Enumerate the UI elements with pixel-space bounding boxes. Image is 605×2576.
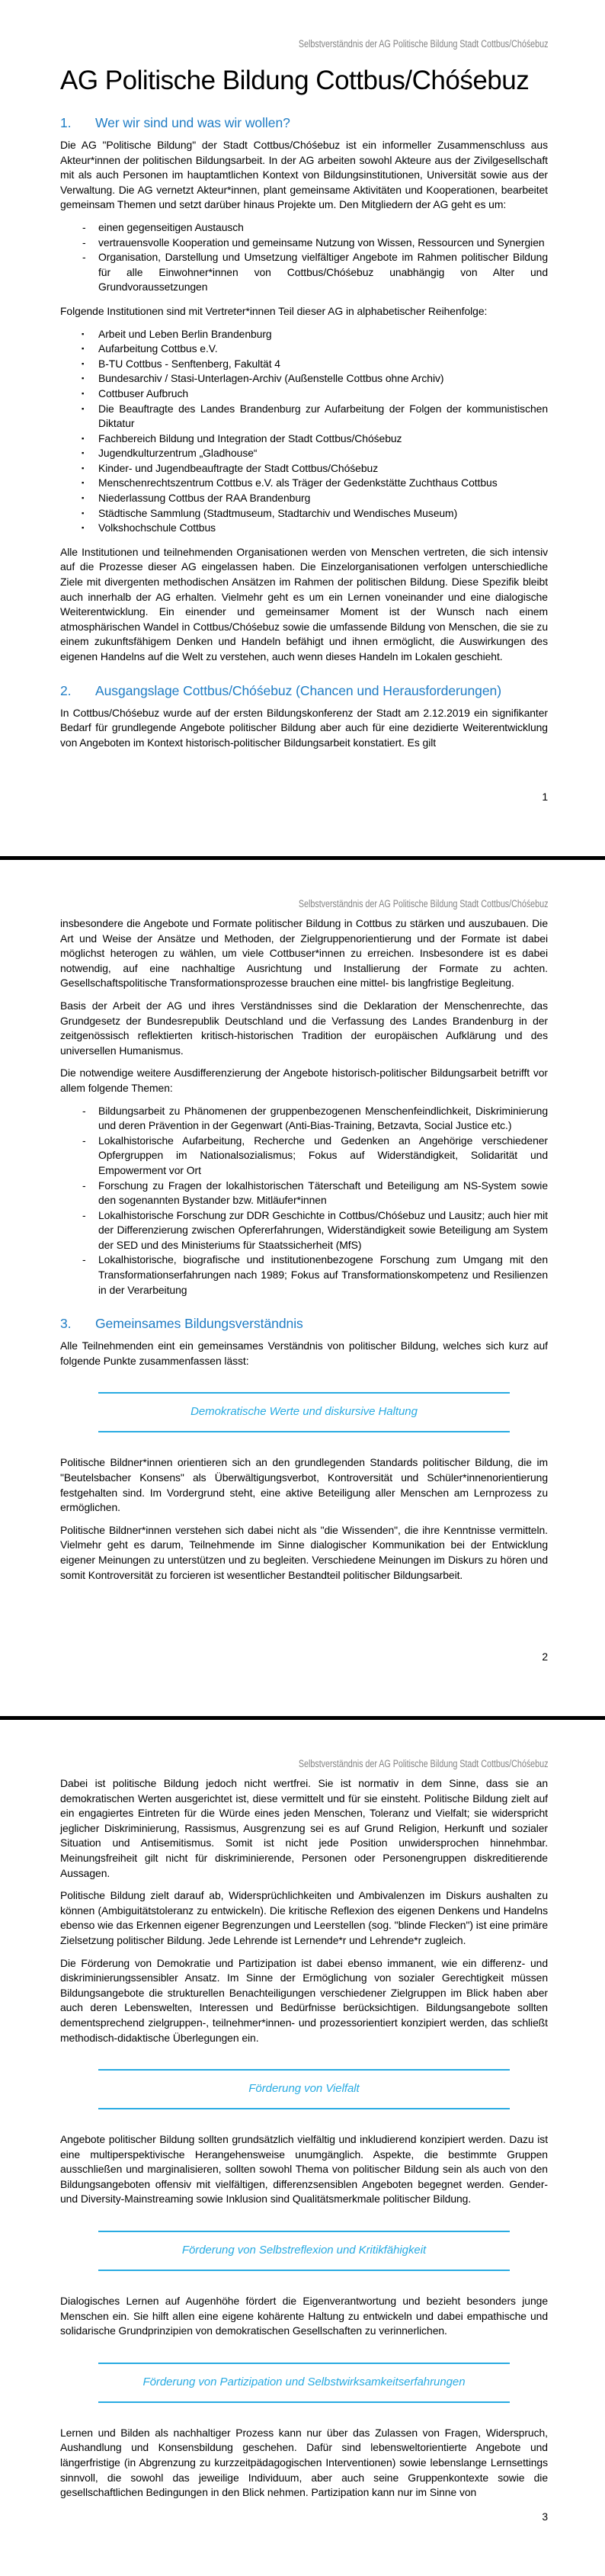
callout-box (98, 2363, 510, 2403)
list-item (60, 371, 548, 387)
paragraph: Dialogisches Lernen auf Augenhöhe fördert die Eigenverantwortung und bezieht besonders junge Menschen ein. Sie hilft allen eine eigene kohärente Haltung zu entwickeln und dabei empathische und solidarische Grundprinzipien von demokratischen Gesellschaften zu verinnerlichen. (60, 2295, 548, 2337)
list-item (60, 431, 548, 447)
bullet-icon: - (82, 1104, 86, 1117)
list-item (60, 1104, 548, 1134)
paragraph: Dabei ist politische Bildung jedoch nicht wertfrei. Sie ist normativ in dem Sinne, dass sie an demokratischen Werten ausgerichtet ist, diese vermittelt und für sie einsteht. Politische Bildung zielt auf ein engagiertes Eintreten für die Würde eines jeden Menschen, Toleranz und Vielfalt; sie widerspricht jeglicher Diskriminierung, Rassismus, Ausgrenzung sei es auf Grund Religion, Herkunft und sozialer Situation und Antisemitismus. Somit ist nicht jede Position unwidersprochen hinnehmbar. Meinungsfreiheit gilt nicht für diskriminierende, Personen oder Personengruppen diskreditierende Aussagen. (60, 1777, 548, 1879)
page-1 (0, 0, 605, 856)
list-item-text: Forschung zu Fragen der lokalhistorischen Täterschaft und Beteiligung am NS-System sowie den sogenannten Bystander bzw. Mitläufer*innen (98, 1179, 548, 1207)
paragraph: Politische Bildung zielt darauf ab, Widersprüchlichkeiten und Ambivalenzen im Diskurs aushalten zu können (Ambiguitätstoleranz zu entwickeln). Die kritische Reflexion des eigenen Denkens und Handelns ebenso wie das Erkennen eigener Begrenzungen und Leerstellen (sog. "blinde Flecken") ist eine primäre Zielsetzung politischer Bildung. Jede Lehrende ist Lernende*r und Lehrende*r zugleich. (60, 1889, 548, 1946)
page-number: 2 (542, 1651, 548, 1663)
paragraph: Die notwendige weitere Ausdifferenzierung der Angebote historisch-politischer Bildungsarbeit betrifft vor allem folgende Themen: (60, 1067, 548, 1094)
list-item-text: Bundesarchiv / Stasi-Unterlagen-Archiv (Außenstelle Cottbus ohne Archiv) (98, 372, 444, 385)
paragraph: Basis der Arbeit der AG und ihres Verständnisses sind die Deklaration der Menschenrechte, das Grundgesetz der Bundesrepublik Deutschland und die Verfassung des Landes Brandenburg in der zeitgenössisch reflektierten kritisch-historischen Tradition der europäischen Aufklärung und des universellen Humanismus. (60, 999, 548, 1057)
section-heading (60, 1315, 548, 1332)
section-number: 2. (60, 682, 72, 698)
section-number: 1. (60, 115, 72, 130)
bullet-icon: ▪ (82, 374, 85, 383)
list-item (60, 506, 548, 521)
paragraph: Alle Teilnehmenden eint ein gemeinsames Verständnis von politischer Bildung, welches sich kurz auf folgende Punkte zusammenfassen lässt: (60, 1339, 548, 1367)
running-header-text: Selbstverständnis der AG Politische Bildung Stadt Cottbus/Chóśebuz (298, 898, 548, 909)
list-item-text: Organisation, Darstellung und Umsetzung vielfältiger Angebote im Rahmen politischer Bildung für alle Einwohner*innen von Cottbus/Chóśebuz unabhängig von Alter und Grundvoraussetzungen (98, 251, 548, 294)
section-heading (60, 114, 548, 131)
callout-text: Demokratische Werte und diskursive Haltung (190, 1405, 418, 1419)
list-item (60, 521, 548, 536)
paragraph: Politische Bildner*innen verstehen sich dabei nicht als "die Wissenden", die ihre Kenntnisse vermitteln. Vielmehr geht es darum, Teilnehmende im Sinne dialogischer Kommunikation bei der Entwicklung eigener Meinungen zu unterstützen und zu begleiten. Verschiedene Meinungen im Diskurs zu hören und somit Kontroversität zu forcieren ist wesentlicher Bestandteil politischer Bildungsarbeit. (60, 1523, 548, 1581)
bullet-icon: ▪ (82, 345, 85, 354)
callout-text: Förderung von Vielfalt (248, 2082, 360, 2096)
page-number: 1 (542, 791, 548, 803)
document-title: AG Politische Bildung Cottbus/Chóśebuz (60, 66, 530, 95)
list-item (60, 461, 548, 476)
list-item (60, 357, 548, 372)
list-item-text: Jugendkulturzentrum „Gladhouse“ (98, 447, 258, 460)
list-item-text: Fachbereich Bildung und Integration der Stadt Cottbus/Chóśebuz (98, 431, 402, 444)
list-item (60, 476, 548, 491)
list-item (60, 1253, 548, 1298)
list-item-text: Menschenrechtszentrum Cottbus e.V. als Träger der Gedenkstätte Zuchthaus Cottbus (98, 476, 498, 489)
page-2 (0, 860, 605, 1716)
paragraph: Folgende Institutionen sind mit Vertreter*innen Teil dieser AG in alphabetischer Reihenfolge: (60, 304, 488, 317)
bullet-icon: ▪ (82, 359, 85, 368)
list-item (60, 220, 548, 236)
bullet-icon: - (82, 236, 86, 249)
bullet-icon: ▪ (82, 524, 85, 533)
bullet-icon: ▪ (82, 404, 85, 413)
paragraph: Lernen und Bilden als nachhaltiger Prozess kann nur über das Zulassen von Fragen, Widerspruch, Aushandlung und Konsensbildung geschehen. Dafür sind lebensweltorientierte Angebote und längerfristige (in Abgrenzung zu kurzzeitpädagogischen Interventionen) sowie lebenslange Lernsettings sinnvoll, die sowohl das jeweilige Individuum, aber auch seine Gruppenkontexte sowie die gesellschaftlichen Bedingungen in den Blick nehmen. Partizipation kann nur im Sinne von (60, 2426, 548, 2499)
bullet-icon: ▪ (82, 494, 85, 503)
list-item (60, 342, 548, 357)
list-item-text: Aufarbeitung Cottbus e.V. (98, 342, 218, 355)
bullet-icon: - (82, 251, 86, 264)
section-heading-text: Gemeinsames Bildungsverständnis (95, 1316, 303, 1332)
list-item-text: B-TU Cottbus - Senftenberg, Fakultät 4 (98, 357, 280, 370)
page-3 (0, 1720, 605, 2576)
bullet-icon: ▪ (82, 508, 85, 518)
callout-text: Förderung von Selbstreflexion und Kritikfähigkeit (181, 2244, 427, 2257)
list-item (60, 1179, 548, 1208)
callout-box (98, 1392, 510, 1432)
bullet-icon: - (82, 1253, 86, 1266)
list-item (60, 402, 548, 431)
section-heading-text: Wer wir sind und was wir wollen? (95, 115, 290, 130)
list-item-text: Lokalhistorische, biografische und institutionenbezogene Forschung zum Umgang mit den Transformationserfahrungen nach 1989; Fokus auf Transformationskompetenz und Resilienzen in der Verarbeitung (98, 1253, 548, 1296)
paragraph: Alle Institutionen und teilnehmenden Organisationen werden von Menschen vertreten, die sich intensiv auf die Prozesse dieser AG eingelassen haben. Die Einzelorganisationen verfolgen unterschiedliche Ziele mit divergenten methodischen Ansätzen im Rahmen der politischen Bildung. Diese Spezifik bleibt auch innerhalb der AG erhalten. Vielmehr geht es um ein Lernen voneinander und eine dialogische Weiterentwicklung. Ein einender und gemeinsamer Moment ist der Wunsch nach einem atmosphärischen Wandel in Cottbus/Chóśebuz sowie die umfassende Bildung von Menschen, die sie zu einem zukunftsfähigem Denken und Handeln befähigt und ihnen ermöglicht, die Auswirkungen des eigenen Handelns auf die Welt zu verstehen, auch wenn dieses Handeln im Lokalen geschieht. (60, 545, 548, 662)
list-item-text: Volkshochschule Cottbus (98, 521, 216, 534)
list-item (60, 387, 548, 402)
bullet-icon: ▪ (82, 464, 85, 473)
bullet-icon: ▪ (82, 449, 85, 458)
page-number: 3 (542, 2510, 548, 2523)
callout-text: Förderung von Partizipation und Selbstwirksamkeitserfahrungen (142, 2375, 466, 2388)
running-header-text: Selbstverständnis der AG Politische Bildung Stadt Cottbus/Chóśebuz (298, 38, 548, 50)
paragraph: insbesondere die Angebote und Formate politischer Bildung in Cottbus zu stärken und auszubauen. Die Art und Weise der Ansätze und Methoden, der Zielgruppenorientierung und der Formate ist dabei möglichst heterogen zu wählen, um viele Cottbuser*innen zu erreichen. Insbesondere ist es dabei notwendig, auf eine nachhaltige Ausrichtung und Installierung der Formate zu achten. Gesellschaftspolitische Transformationsprozesse brauchen eine mittel- bis langfristige Begleitung. (60, 917, 548, 990)
callout-box (98, 2069, 510, 2109)
list-item (60, 327, 548, 342)
paragraph: Angebote politischer Bildung sollten grundsätzlich vielfältig und inkludierend konzipiert werden. Dazu ist eine multiperspektivische Herangehensweise unumgänglich. Aspekte, die bestimmte Gruppen ausschließen und marginalisieren, sollten sowohl Thema von politischer Bildung sein als auch von den Bildungsangeboten offensiv mit vielfältigen, differenzsensiblen Angeboten begegnet werden. Gender- und Diversity-Mainstreaming sowie Inklusion sind Qualitätsmerkmale politischer Bildung. (60, 2133, 548, 2205)
bullet-icon: - (82, 1208, 86, 1221)
bullet-icon: - (82, 220, 86, 233)
list-item-text: Niederlassung Cottbus der RAA Brandenburg (98, 492, 311, 505)
list-item (60, 491, 548, 506)
list-item-text: einen gegenseitigen Austausch (98, 220, 244, 233)
bullet-icon: ▪ (82, 479, 85, 488)
running-header (60, 1756, 548, 1769)
list-item-text: Cottbuser Aufbruch (98, 387, 189, 399)
section-heading-text: Ausgangslage Cottbus/Chóśebuz (Chancen und Herausforderungen) (95, 682, 501, 698)
list-item (60, 446, 548, 461)
bullet-icon: - (82, 1179, 86, 1192)
list-item-text: Bildungsarbeit zu Phänomenen der gruppenbezogenen Menschenfeindlichkeit, Diskriminierung und deren Prävention in der Gegenwart (Anti-Bias-Training, Betzavta, Social Justice etc.) (98, 1104, 548, 1132)
list-item-text: Arbeit und Leben Berlin Brandenburg (98, 327, 272, 340)
bullet-icon: ▪ (82, 329, 85, 338)
bullet-icon: ▪ (82, 389, 85, 398)
list-item (60, 1208, 548, 1253)
paragraph: Die Förderung von Demokratie und Partizipation ist dabei ebenso immanent, wie ein differenz- und diskriminierungssensibler Ansatz. Im Sinne der Ermöglichung von sozialer Gerechtigkeit müssen Bildungsangebote die strukturellen Benachteiligungen verschiedener Zielgruppen im Blick haben aber auch deren Lebenswelten, Interessen und Bedürfnisse berücksichtigen. Bildungsangebote sollten dementsprechend zielgruppen-, teilnehmer*innen- und prozessorientiert konzipiert werden, das schließt methodisch-didaktische Überlegungen ein. (60, 1956, 548, 2044)
paragraph: In Cottbus/Chóśebuz wurde auf der ersten Bildungskonferenz der Stadt am 2.12.2019 ein signifikanter Bedarf für grundlegende Angebote politischer Bildung aber auch für eine dezidierte Weiterentwicklung von Angeboten im Kontext historisch-politischer Bildungsarbeit konstatiert. Es gilt (60, 706, 548, 749)
section-heading (60, 682, 548, 699)
bullet-icon: - (82, 1134, 86, 1147)
bullet-list (60, 327, 548, 536)
callout-box (98, 2231, 510, 2271)
running-header-text: Selbstverständnis der AG Politische Bildung Stadt Cottbus/Chóśebuz (298, 1758, 548, 1769)
list-item (60, 250, 548, 295)
list-item (60, 1134, 548, 1179)
bullet-list (60, 1104, 548, 1298)
list-item-text: Lokalhistorische Aufarbeitung, Recherche und Gedenken an Angehörige verschiedener Opfergruppen im Nationalsozialismus; Fokus auf Widerständigkeit, Solidarität und Empowerment vor Ort (98, 1134, 548, 1176)
paragraph: Die AG "Politische Bildung" der Stadt Cottbus/Chóśebuz ist ein informeller Zusammenschluss aus Akteur*innen der politischen Bildungsarbeit. In der AG arbeiten sowohl Akteure aus der Zivilgesellschaft mit als auch Personen im hauptamtlichen Kontext von Bildungsinstitutionen, Universität sowie aus der Verwaltung. Die AG vernetzt Akteur*innen, plant gemeinsame Aktivitäten und Kooperationen, bearbeitet gemeinsam Themen und setzt darüber hinaus Projekte um. Den Mitgliedern der AG geht es um: (60, 139, 548, 211)
running-header (60, 897, 548, 909)
list-item-text: vertrauensvolle Kooperation und gemeinsame Nutzung von Wissen, Ressourcen und Synergien (98, 236, 545, 249)
bullet-icon: ▪ (82, 434, 85, 443)
list-item-text: Die Beauftragte des Landes Brandenburg zur Aufarbeitung der Folgen der kommunistischen Diktatur (98, 402, 548, 430)
bullet-list (60, 220, 548, 295)
list-item-text: Lokalhistorische Forschung zur DDR Geschichte in Cottbus/Chóśebuz und Lausitz; auch hier mit der Differenzierung zwischen Opfererfahrungen, Widerständigkeit sowie Beteiligung am System der SED und des Ministeriums für Staatssicherheit (MfS) (98, 1208, 548, 1251)
list-item-text: Kinder- und Jugendbeauftragte der Stadt Cottbus/Chóśebuz (98, 461, 379, 474)
section-number: 3. (60, 1316, 72, 1332)
running-header (60, 37, 548, 50)
paragraph: Politische Bildner*innen orientieren sich an den grundlegenden Standards politischer Bildung, die im "Beutelsbacher Konsens" als Überwältigungsverbot, Kontroversität und Schüler*innenorientierung festgehalten sind. Im Vordergrund steht, eine aktive Beteiligung aller Menschen am Lernprozess zu ermöglichen. (60, 1456, 548, 1514)
list-item-text: Städtische Sammlung (Stadtmuseum, Stadtarchiv und Wendisches Museum) (98, 506, 458, 519)
list-item (60, 236, 548, 251)
